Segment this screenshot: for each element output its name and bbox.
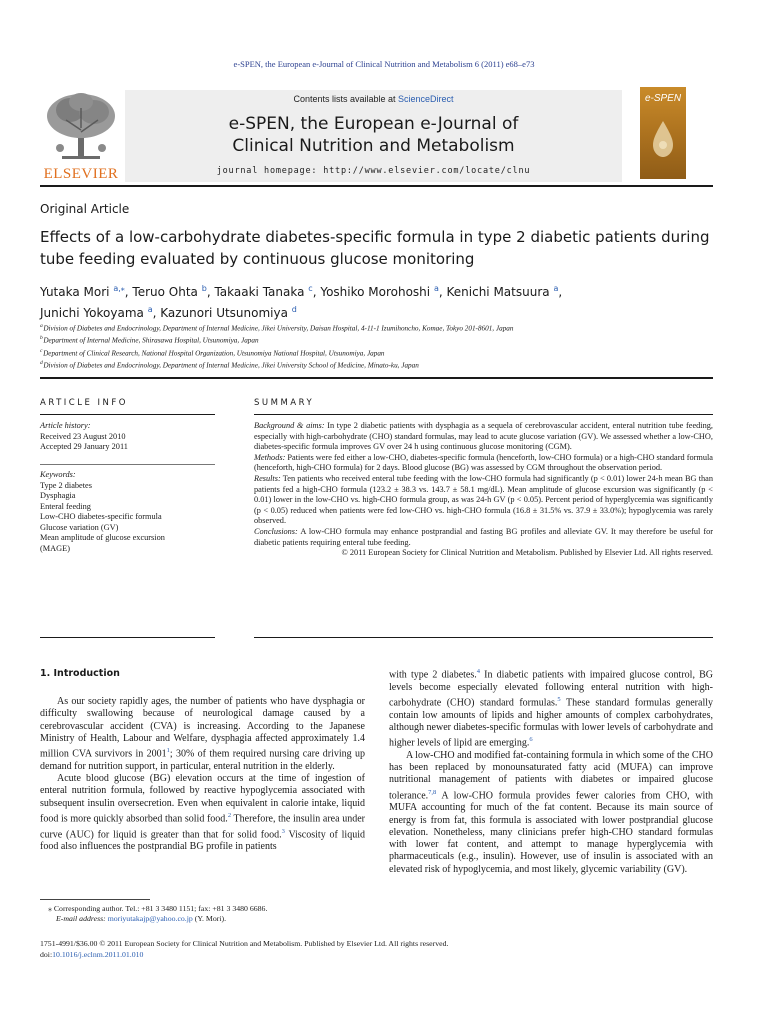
ref-link[interactable]: 2 — [227, 812, 232, 819]
issn-line: 1751-4991/$36.00 © 2011 European Society for Clinical Nutrition and Metabolism. Published by Elsevier Ltd. All rights reserved. — [40, 939, 449, 948]
keyword: Glucose variation (GV) — [40, 522, 119, 532]
footnote-rule — [40, 899, 150, 900]
sciencedirect-link[interactable]: ScienceDirect — [398, 94, 454, 104]
article-title: Effects of a low-carbohydrate diabetes-specific formula in type 2 diabetic patients during tube feeding evaluated by continuous glucose monitoring — [40, 228, 710, 268]
keyword: Low-CHO diabetes-specific formula — [40, 512, 162, 521]
journal-homepage[interactable]: journal homepage: http://www.elsevier.com/locate/clnu — [216, 166, 531, 176]
keyword: (MAGE) — [40, 543, 70, 553]
elsevier-logo — [40, 90, 122, 182]
journal-citation: e-SPEN, the European e-Journal of Clinical Nutrition and Metabolism 6 (2011) e68–e73 — [233, 59, 535, 69]
journal-title — [125, 113, 622, 157]
doi-line: doi:10.1016/j.eclnm.2011.01.010 — [40, 949, 144, 959]
affiliation: $^d$ Division of Diabetes and Endocrinology, Department of Internal Medicine, Jikei University School of Medicine, Minato-ku, Japan — [40, 360, 419, 370]
contents-prefix: Contents lists available at — [293, 94, 399, 104]
intro-right-column — [389, 666, 713, 876]
abstract — [254, 421, 713, 559]
ref-link[interactable]: 5 — [557, 695, 561, 703]
email-link[interactable]: moriyutakajp@yahoo.co.jp — [107, 914, 193, 923]
abstract-copyright: © 2011 European Society for Clinical Nutrition and Metabolism. Published by Elsevier Ltd. All rights reserved. — [341, 548, 713, 558]
history-rule — [40, 464, 215, 465]
paragraph: Acute blood glucose (BG) elevation occurs at the time of ingestion of enteral nutrition formula, followed by reactive hypoglycemia associated with subsequent insulin oversecretion. Even when equivalent in calorie intake, liquid food is more quickly absorbed than solid food.$^2$ Therefore, the insulin area under curve (AUC) for liquid is greater than that for solid food.$^3$ Viscosity of liquid food also influences the postprandial BG profile in patients — [40, 773, 365, 853]
affiliation-rule — [40, 377, 713, 379]
abstract-results: Results: Ten patients who received enteral tube feeding with the low-CHO formula had significantly (p < 0.01) lower 24-h mean BG than patients fed a high-CHO formula (123.2 ± 38.3 vs. 143.7 ± 58.1 mg/dL). Mean amplitude of glucose excursion was significantly (p < 0.01) lower in the low-CHO vs. high-CHO formula group, as was 24-h GV (p < 0.05). Percent period of hyperglycemia was significantly (p < 0.05) reduced when patients were fed low-CHO vs. high-CHO formula (16.8 ± 31.5% vs. 37.9 ± 33.0%); hypoglycemia was rarely observed. — [254, 473, 713, 526]
summary-rule — [254, 414, 713, 415]
ref-link[interactable]: 3 — [281, 827, 285, 835]
article-info-bottom-rule — [40, 637, 215, 638]
contents-available — [125, 94, 622, 104]
journal-title-line2: Clinical Nutrition and Metabolism — [232, 136, 515, 156]
article-history — [40, 421, 215, 453]
article-info-heading: ARTICLE INFO — [40, 398, 128, 408]
journal-title-line1: e-SPEN, the European e-Journal of — [228, 114, 519, 134]
summary-bottom-rule — [254, 637, 713, 638]
intro-left-column — [40, 696, 365, 854]
header-rule — [40, 185, 713, 187]
article-info-rule — [40, 414, 215, 415]
issn-copyright — [40, 939, 640, 960]
accepted-date: Accepted 29 January 2011 — [40, 442, 128, 451]
keyword: Mean amplitude of glucose excursion — [40, 533, 165, 542]
ref-link[interactable]: 4 — [476, 668, 481, 675]
author-list: Yutaka Mori $^{a,⁎}$, Teruo Ohta $^b$, Takaaki Tanaka $^c$, Yoshiko Morohoshi $^a$, Kenichi Matsuura $^a$, Junichi Yokoyama $^a$, Kazunori Utsunomiya $^d$ — [40, 284, 563, 320]
doi-link[interactable]: 10.1016/j.eclnm.2011.01.010 — [52, 949, 144, 959]
keywords — [40, 470, 215, 554]
paragraph: A low-CHO and modified fat-containing formula in which some of the CHO has been replaced by monounsaturated fatty acid (MUFA) can improve nutritional management of patients with diabetes or impaired glucose tolerance.$^{7,8}$ A low-CHO formula provides fewer calories from CHO, with MUFA accounting for much of the fat content. Because its main source of energy is from fat, this formula is associated with lower postprandial glucose elevation. Nonetheless, many clinicians prefer high-CHO standard formulas with lower fat content, and attempt to manage hyperglycemia with pharmaceuticals (e.g., insulin). However, use of insulin is associated with an elevated risk of hypoglycemia, and most likely, glycemic variability (GV). — [389, 749, 713, 875]
section-heading: 1. Introduction — [40, 668, 120, 679]
summary-heading: SUMMARY — [254, 398, 315, 408]
cover-drop-icon — [640, 87, 686, 179]
keywords-label: Keywords: — [40, 470, 76, 479]
received-date: Received 23 August 2010 — [40, 431, 126, 441]
cover-title: e-SPEN — [644, 93, 682, 104]
keyword: Dysphagia — [40, 491, 76, 500]
paragraph: with type 2 diabetes.$^4$ In diabetic patients with impaired glucose control, BG levels become especially elevated following enteral nutrition with high-carbohydrate (CHO) standard formulas.$^5$ These standard formulas generally contain low amounts of lipids and higher amounts of complex carbohydrates, although newer diabetes-specific formulas with lower levels of carbohydrate and higher levels of lipid are emerging.$^6$ — [389, 668, 714, 749]
article-type: Original Article — [40, 202, 130, 216]
journal-masthead — [125, 90, 622, 182]
ref-link[interactable]: 7,8 — [428, 788, 437, 796]
affiliation: $^a$ Division of Diabetes and Endocrinology, Department of Internal Medicine, Jikei University, Daisan Hospital, 4-11-1 Izumihoncho, Komae, Tokyo 201-8601, Japan — [40, 323, 514, 333]
affiliation: $^c$ Department of Clinical Research, National Hospital Organization, Utsunomiya National Hospital, Utsunomiya, Japan — [40, 347, 385, 358]
author[interactable]: Teruo Ohta $^b$ — [132, 284, 207, 299]
paragraph: As our society rapidly ages, the number of patients who have dysphagia or difficulty swallowing because of neurological damage caused by a cerebrovascular accident (CVA) is increasing. According to the Japanese Ministry of Health, Labour and Welfare, dysphagia affected approximately 1.4 million CVA survivors in 2001$^1$; 30% of them required nursing care driving up demand for nutrition support, in particular, enteral nutrition in the elderly. — [40, 696, 366, 772]
ref-link[interactable]: 1 — [166, 747, 170, 755]
affiliations — [40, 321, 720, 371]
abstract-conclusions: Conclusions: A low-CHO formula may enhance postprandial and fasting BG profiles and alleviate GV. It may therefore be useful for diabetic patients requiring enteral tube feeding. — [254, 526, 713, 547]
corresponding-author-footnote: ⁎ Corresponding author. Tel.: +81 3 3480 1151; fax: +81 3 3480 6686. E-mail address: moriyutakajp@yahoo.co.jp (Y. Mori). — [48, 904, 268, 923]
history-label: Article history: — [40, 421, 91, 430]
journal-cover — [640, 87, 686, 179]
keyword: Enteral feeding — [40, 501, 91, 511]
author[interactable]: Takaaki Tanaka $^c$ — [214, 284, 313, 299]
author[interactable]: Yutaka Mori $^{a,⁎}$ — [40, 284, 125, 299]
abstract-background: Background & aims: In type 2 diabetic patients with dysphagia as a sequela of cerebrovascular accident, enteral nutrition tube feeding, especially with high-carbohydrate (CHO) standard formulas, may lead to acute glucose variation (GV). We assessed whether a low-CHO, diabetes-specific formula improves GV over 24 h using continuous glucose monitoring (CGM). — [254, 421, 713, 452]
ref-link[interactable]: 6 — [529, 736, 533, 744]
author[interactable]: Kazunori Utsunomiya $^d$ — [160, 305, 297, 320]
elsevier-wordmark: ELSEVIER — [43, 166, 119, 182]
author[interactable]: Kenichi Matsuura $^a$ — [446, 284, 559, 299]
author[interactable]: Yoshiko Morohoshi $^a$ — [320, 284, 439, 299]
keyword: Type 2 diabetes — [40, 480, 92, 490]
affiliation: $^b$ Department of Internal Medicine, Shirasawa Hospital, Utsunomiya, Japan — [40, 335, 259, 345]
tree-icon — [40, 90, 122, 164]
author[interactable]: Junichi Yokoyama $^a$ — [40, 305, 153, 320]
abstract-methods: Methods: Patients were fed either a low-CHO, diabetes-specific formula (henceforth, low-CHO formula) or a high-CHO standard formula (henceforth, high-CHO formula) for 2 days. Blood glucose (BG) was assessed by CGM throughout the observation period. — [254, 452, 713, 473]
